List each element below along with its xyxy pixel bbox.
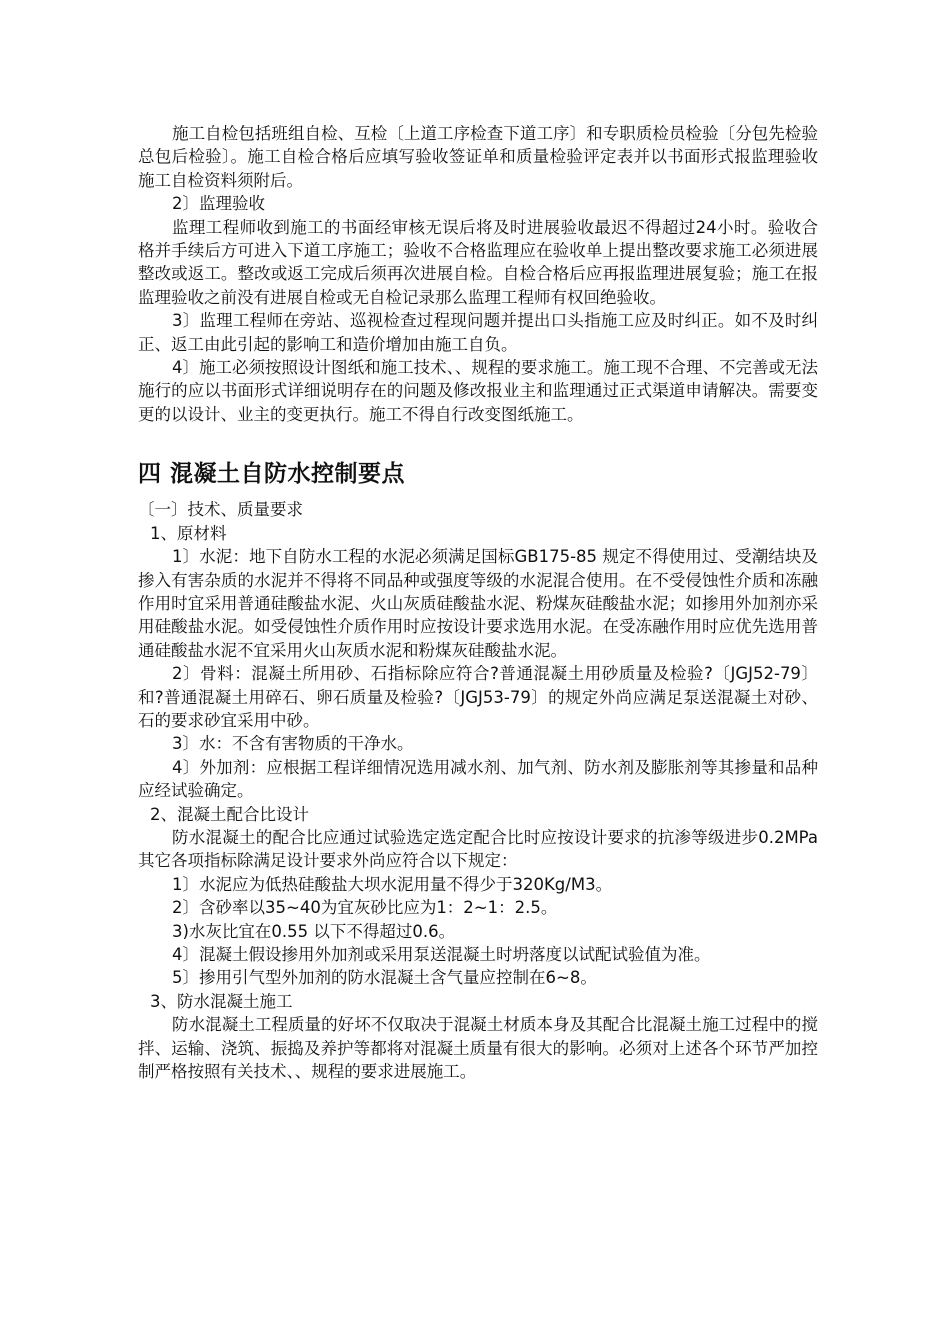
- paragraph-aggregate: 2〕骨料：混凝土所用砂、石指标除应符合?普通混凝土用砂质量及检验?〔JGJ52-79〕和?普通混凝土用碎石、卵石质量及检验?〔JGJ53-79〕的规定外尚应满足泵送混凝土对砂、石的要求砂宜采用中砂。: [138, 664, 818, 730]
- paragraph-cement: 1〕水泥：地下自防水工程的水泥必须满足国标GB175-85 规定不得使用过、受潮结块及掺入有害杂质的水泥并不得将不同品种或强度等级的水泥混合使用。在不受侵蚀性介质和冻融作用时宜采用普通硅酸盐水泥、火山灰质硅酸盐水泥、粉煤灰硅酸盐水泥；如掺用外加剂亦采用硅酸盐水泥。如受侵蚀性介质作用时应按设计要求选用水泥。在受冻融作用时应优先选用普通硅酸盐水泥不宜采用火山灰质水泥和粉煤灰硅酸盐水泥。: [138, 547, 818, 660]
- subheading-raw-materials: 1、原材料: [150, 523, 227, 543]
- paragraph-mix-1: 1〕水泥应为低热硅酸盐大坝水泥用量不得少于320Kg/M3。: [172, 874, 613, 894]
- paragraph-self-inspection: 施工自检包括班组自检、互检〔上道工序检查下道工序〕和专职质检员检验〔分包先检验总包后检验〕。施工自检合格后应填写验收签证单和质量检验评定表并以书面形式报监理验收施工自检资料须附后。: [138, 124, 818, 190]
- paragraph-mix-intro: 防水混凝土的配合比应通过试验选定选定配合比时应按设计要求的抗渗等级进步0.2MPa其它各项指标除满足设计要求外尚应符合以下规定：: [138, 827, 818, 871]
- subheading-mix-design: 2、混凝土配合比设计: [150, 804, 309, 824]
- paragraph-admixture: 4〕外加剂：应根据工程详细情况选用减水剂、加气剂、防水剂及膨胀剂等其掺量和品种应经试验确定。: [138, 757, 818, 801]
- paragraph-onsite-inspection: 3〕监理工程师在旁站、巡视检查过程现问题并提出口头指施工应及时纠正。如不及时纠正、返工由此引起的影响工和造价增加由施工自负。: [138, 311, 818, 354]
- subheading-waterproof-construction: 3、防水混凝土施工: [150, 991, 293, 1011]
- paragraph-mix-5: 5〕掺用引气型外加剂的防水混凝土含气量应控制在6~8。: [172, 968, 597, 988]
- document-page: [138, 122, 818, 1083]
- paragraph-construction-by-drawings: 4〕施工必须按照设计图纸和施工技术、、规程的要求施工。施工现不合理、不完善或无法施行的应以书面形式详细说明存在的问题及修改报业主和监理通过正式渠道申请解决。需要变更的以设计、业主的变更执行。施工不得自行改变图纸施工。: [138, 358, 818, 424]
- section-title: 四 混凝土自防水控制要点: [138, 461, 406, 488]
- paragraph-supervision-acceptance: 监理工程师收到施工的书面经审核无误后将及时进展验收最迟不得超过24小时。验收合格并手续后方可进入下道工序施工；验收不合格监理应在验收单上提出整改要求施工必须进展整改或返工。整改或返工完成后须再次进展自检。自检合格后应再报监理进展复验；施工在报监理验收之前没有进展自检或无自检记录那么监理工程师有权回绝验收。: [138, 217, 818, 307]
- subheading-tech-quality: 〔一〕技术、质量要求: [138, 500, 303, 520]
- paragraph-construction: 防水混凝土工程质量的好坏不仅取决于混凝土材质本身及其配合比混凝土施工过程中的搅拌、运输、浇筑、振捣及养护等都将对混凝土质量有很大的影响。必须对上述各个环节严加控制严格按照有关技术、、规程的要求进展施工。: [138, 1015, 818, 1082]
- paragraph-mix-4: 4〕混凝土假设掺用外加剂或采用泵送混凝土时坍落度以试配试验值为准。: [172, 945, 711, 964]
- paragraph-mix-2: 2〕含砂率以35~40为宜灰砂比应为1：2~1：2.5。: [172, 898, 558, 918]
- paragraph-mix-3: 3)水灰比宜在0.55 以下不得超过0.6。: [172, 921, 456, 941]
- heading-supervision-acceptance: 2〕监理验收: [172, 194, 265, 214]
- paragraph-water: 3〕水：不含有害物质的干净水。: [172, 734, 414, 754]
